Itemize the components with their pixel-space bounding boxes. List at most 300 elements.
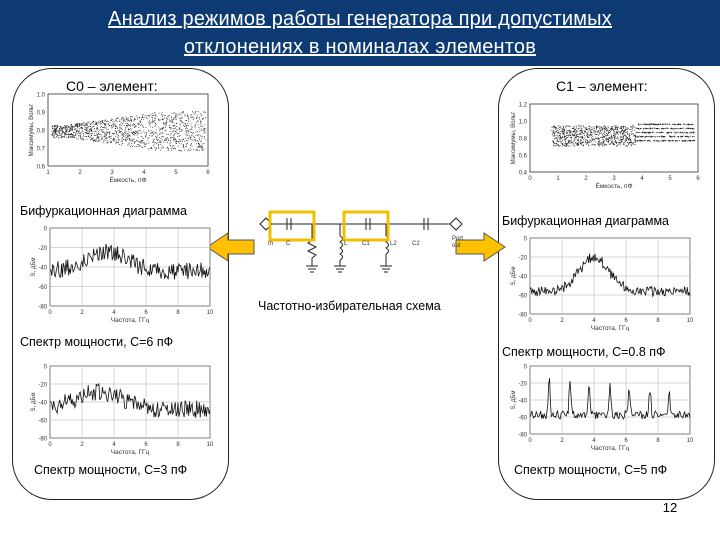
data-point	[176, 114, 177, 115]
data-point	[125, 130, 126, 131]
data-point	[622, 130, 623, 131]
data-point	[52, 126, 53, 127]
data-point	[131, 121, 132, 122]
data-point	[154, 122, 155, 123]
data-point	[661, 141, 662, 142]
y-tick-label: -20	[518, 255, 527, 262]
data-point	[52, 128, 53, 129]
data-point	[80, 136, 81, 137]
data-point	[77, 127, 78, 128]
data-point	[576, 130, 577, 131]
data-point	[54, 133, 55, 134]
data-point	[203, 117, 204, 118]
data-point	[641, 128, 642, 129]
data-point	[165, 127, 166, 128]
data-point	[54, 137, 55, 138]
data-point	[83, 139, 84, 140]
data-point	[607, 141, 608, 142]
data-point	[606, 128, 607, 129]
data-point	[87, 129, 88, 130]
data-point	[574, 139, 575, 140]
data-point	[170, 142, 171, 143]
data-point	[68, 134, 69, 135]
data-point	[577, 139, 578, 140]
data-point	[181, 117, 182, 118]
data-point	[667, 132, 668, 133]
data-point	[176, 126, 177, 127]
data-point	[586, 135, 587, 136]
data-point	[134, 142, 135, 143]
data-point	[52, 130, 53, 131]
data-point	[589, 135, 590, 136]
data-point	[621, 142, 622, 143]
y-tick-label: -80	[38, 436, 47, 443]
data-point	[587, 129, 588, 130]
data-point	[555, 127, 556, 128]
data-point	[685, 128, 686, 129]
data-point	[121, 134, 122, 135]
data-point	[162, 133, 163, 134]
data-point	[678, 124, 679, 125]
data-point	[156, 116, 157, 117]
data-point	[181, 131, 182, 132]
data-point	[201, 121, 202, 122]
data-point	[91, 123, 92, 124]
data-point	[96, 122, 97, 123]
data-point	[646, 124, 647, 125]
data-point	[121, 131, 122, 132]
data-point	[160, 144, 161, 145]
data-point	[181, 143, 182, 144]
data-point	[627, 137, 628, 138]
data-point	[101, 139, 102, 140]
data-point	[190, 148, 191, 149]
data-point	[558, 141, 559, 142]
data-point	[63, 132, 64, 133]
data-point	[185, 128, 186, 129]
data-point	[164, 115, 165, 116]
data-point	[156, 137, 157, 138]
data-point	[173, 125, 174, 126]
data-point	[551, 130, 552, 131]
data-point	[167, 119, 168, 120]
data-point	[663, 132, 664, 133]
data-point	[167, 142, 168, 143]
data-point	[156, 143, 157, 144]
data-point	[106, 134, 107, 135]
data-point	[138, 146, 139, 147]
data-point	[594, 132, 595, 133]
data-point	[617, 131, 618, 132]
data-point	[90, 139, 91, 140]
data-point	[195, 126, 196, 127]
data-point	[171, 137, 172, 138]
data-point	[643, 132, 644, 133]
data-point	[692, 129, 693, 130]
data-point	[205, 139, 206, 140]
y-tick-label: -60	[38, 418, 47, 425]
data-point	[562, 143, 563, 144]
data-point	[91, 137, 92, 138]
data-point	[61, 137, 62, 138]
data-point	[171, 148, 172, 149]
data-point	[125, 136, 126, 137]
data-point	[554, 126, 555, 127]
data-point	[176, 129, 177, 130]
data-point	[200, 122, 201, 123]
data-point	[659, 136, 660, 137]
data-point	[170, 120, 171, 121]
data-point	[162, 119, 163, 120]
data-point	[677, 136, 678, 137]
data-point	[186, 140, 187, 141]
data-point	[128, 133, 129, 134]
data-point	[586, 129, 587, 130]
data-point	[189, 150, 190, 151]
data-point	[120, 124, 121, 125]
data-point	[581, 134, 582, 135]
data-point	[200, 135, 201, 136]
data-point	[151, 117, 152, 118]
data-point	[188, 134, 189, 135]
data-point	[63, 136, 64, 137]
data-point	[586, 132, 587, 133]
data-point	[627, 129, 628, 130]
data-point	[78, 135, 79, 136]
data-point	[589, 137, 590, 138]
data-point	[151, 132, 152, 133]
data-point	[157, 140, 158, 141]
data-point	[573, 131, 574, 132]
data-point	[98, 122, 99, 123]
data-point	[172, 137, 173, 138]
data-point	[169, 119, 170, 120]
data-point	[160, 132, 161, 133]
data-point	[122, 133, 123, 134]
data-point	[65, 134, 66, 135]
right-spectrum-2-chart	[508, 362, 698, 458]
data-point	[137, 144, 138, 145]
data-point	[187, 135, 188, 136]
data-point	[53, 135, 54, 136]
left-bifurcation-caption: Бифуркационная диаграмма	[20, 204, 188, 218]
data-point	[578, 140, 579, 141]
data-point	[65, 129, 66, 130]
data-point	[627, 142, 628, 143]
data-point	[669, 141, 670, 142]
data-point	[573, 128, 574, 129]
data-point	[191, 143, 192, 144]
data-point	[680, 132, 681, 133]
data-point	[621, 137, 622, 138]
data-point	[104, 124, 105, 125]
data-point	[149, 115, 150, 116]
data-point	[56, 134, 57, 135]
data-point	[196, 150, 197, 151]
data-point	[202, 126, 203, 127]
data-point	[608, 127, 609, 128]
y-tick-label: -60	[518, 415, 527, 422]
data-point	[197, 117, 198, 118]
data-point	[581, 128, 582, 129]
data-point	[692, 124, 693, 125]
data-point	[140, 143, 141, 144]
data-point	[601, 144, 602, 145]
data-point	[76, 128, 77, 129]
data-point	[108, 121, 109, 122]
data-point	[571, 141, 572, 142]
data-point	[122, 117, 123, 118]
data-point	[123, 117, 124, 118]
data-point	[166, 147, 167, 148]
data-point	[650, 128, 651, 129]
data-point	[172, 146, 173, 147]
x-axis-label: Ёмкость, пФ	[595, 183, 633, 190]
data-point	[81, 139, 82, 140]
data-point	[582, 142, 583, 143]
data-point	[200, 113, 201, 114]
data-point	[160, 138, 161, 139]
data-point	[96, 134, 97, 135]
data-point	[113, 124, 114, 125]
data-point	[129, 144, 130, 145]
data-point	[74, 132, 75, 133]
data-point	[174, 117, 175, 118]
data-point	[174, 126, 175, 127]
data-point	[113, 138, 114, 139]
data-point	[629, 142, 630, 143]
data-point	[637, 132, 638, 133]
data-point	[144, 146, 145, 147]
data-point	[644, 133, 645, 134]
data-point	[625, 141, 626, 142]
data-point	[130, 116, 131, 117]
data-point	[627, 146, 628, 147]
data-point	[158, 145, 159, 146]
data-point	[577, 131, 578, 132]
data-point	[615, 141, 616, 142]
data-point	[576, 138, 577, 139]
data-point	[109, 134, 110, 135]
x-tick-label: 10	[206, 310, 214, 316]
data-point	[179, 129, 180, 130]
data-point	[663, 124, 664, 125]
data-point	[98, 133, 99, 134]
data-point	[615, 129, 616, 130]
data-point	[179, 150, 180, 151]
data-point	[149, 121, 150, 122]
data-point	[170, 127, 171, 128]
data-point	[633, 126, 634, 127]
data-point	[140, 125, 141, 126]
data-point	[622, 134, 623, 135]
data-point	[74, 127, 75, 128]
data-point	[151, 136, 152, 137]
data-point	[94, 135, 95, 136]
data-point	[606, 135, 607, 136]
data-point	[188, 118, 189, 119]
data-point	[86, 123, 87, 124]
data-point	[599, 138, 600, 139]
data-point	[603, 143, 604, 144]
data-point	[182, 122, 183, 123]
x-axis-label: Частота, ГГц	[110, 449, 150, 456]
data-point	[193, 117, 194, 118]
data-point	[186, 146, 187, 147]
data-point	[621, 126, 622, 127]
data-point	[659, 141, 660, 142]
data-point	[142, 115, 143, 116]
data-point	[684, 141, 685, 142]
data-point	[91, 135, 92, 136]
data-point	[555, 145, 556, 146]
data-point	[85, 136, 86, 137]
data-point	[627, 138, 628, 139]
data-point	[624, 144, 625, 145]
data-point	[618, 142, 619, 143]
data-point	[602, 144, 603, 145]
data-point	[127, 126, 128, 127]
circuit-label-in: In	[268, 241, 274, 247]
data-point	[684, 123, 685, 124]
data-point	[123, 139, 124, 140]
data-point	[153, 134, 154, 135]
data-point	[95, 131, 96, 132]
data-point	[556, 145, 557, 146]
data-point	[621, 130, 622, 131]
data-point	[615, 136, 616, 137]
data-point	[175, 116, 176, 117]
data-point	[674, 124, 675, 125]
data-point	[134, 132, 135, 133]
x-tick-label: 6	[144, 310, 148, 316]
data-point	[195, 125, 196, 126]
data-point	[174, 125, 175, 126]
data-point	[79, 128, 80, 129]
data-point	[673, 129, 674, 130]
data-point	[192, 140, 193, 141]
data-point	[177, 133, 178, 134]
data-point	[668, 124, 669, 125]
data-point	[75, 134, 76, 135]
data-point	[611, 143, 612, 144]
data-point	[675, 124, 676, 125]
data-point	[168, 148, 169, 149]
data-point	[145, 136, 146, 137]
data-point	[72, 128, 73, 129]
data-point	[147, 118, 148, 119]
data-point	[116, 133, 117, 134]
data-point	[100, 129, 101, 130]
data-point	[617, 129, 618, 130]
data-point	[192, 134, 193, 135]
y-tick-label: 0.6	[36, 164, 45, 171]
data-point	[610, 139, 611, 140]
data-point	[564, 143, 565, 144]
data-point	[165, 140, 166, 141]
data-point	[603, 133, 604, 134]
data-point	[118, 130, 119, 131]
y-tick-label: 0.6	[518, 153, 527, 160]
data-point	[618, 131, 619, 132]
data-point	[596, 128, 597, 129]
data-point	[121, 138, 122, 139]
data-point	[596, 126, 597, 127]
data-point	[606, 140, 607, 141]
data-point	[595, 138, 596, 139]
data-point	[670, 128, 671, 129]
data-point	[553, 143, 554, 144]
y-tick-label: -60	[518, 293, 527, 300]
data-point	[629, 134, 630, 135]
data-point	[600, 144, 601, 145]
data-point	[141, 124, 142, 125]
data-point	[87, 139, 88, 140]
data-point	[556, 128, 557, 129]
data-point	[115, 123, 116, 124]
data-point	[652, 123, 653, 124]
data-point	[184, 150, 185, 151]
data-point	[622, 126, 623, 127]
data-point	[159, 129, 160, 130]
data-point	[655, 124, 656, 125]
data-point	[631, 140, 632, 141]
data-point	[104, 123, 105, 124]
left-spectrum-1-chart	[28, 224, 218, 332]
data-point	[637, 141, 638, 142]
data-point	[56, 136, 57, 137]
data-point	[87, 133, 88, 134]
data-point	[602, 146, 603, 147]
data-point	[136, 146, 137, 147]
x-tick-label: 4	[640, 176, 644, 182]
data-point	[55, 131, 56, 132]
left-spectrum-1-caption: Спектр мощности, С=6 пФ	[20, 335, 174, 349]
data-point	[141, 140, 142, 141]
data-point	[135, 119, 136, 120]
data-point	[560, 141, 561, 142]
data-point	[97, 135, 98, 136]
data-point	[604, 145, 605, 146]
data-point	[111, 118, 112, 119]
data-point	[688, 124, 689, 125]
data-point	[586, 144, 587, 145]
data-point	[202, 138, 203, 139]
data-point	[614, 138, 615, 139]
data-point	[675, 140, 676, 141]
data-point	[152, 133, 153, 134]
data-point	[152, 127, 153, 128]
data-point	[97, 125, 98, 126]
data-point	[580, 133, 581, 134]
data-point	[174, 140, 175, 141]
data-point	[618, 138, 619, 139]
data-point	[665, 124, 666, 125]
data-point	[150, 114, 151, 115]
data-point	[553, 131, 554, 132]
data-point	[77, 126, 78, 127]
data-point	[554, 145, 555, 146]
data-point	[84, 123, 85, 124]
data-point	[632, 130, 633, 131]
data-point	[118, 142, 119, 143]
data-point	[196, 143, 197, 144]
data-point	[572, 134, 573, 135]
data-point	[672, 124, 673, 125]
data-point	[80, 137, 81, 138]
data-point	[56, 130, 57, 131]
data-point	[668, 128, 669, 129]
